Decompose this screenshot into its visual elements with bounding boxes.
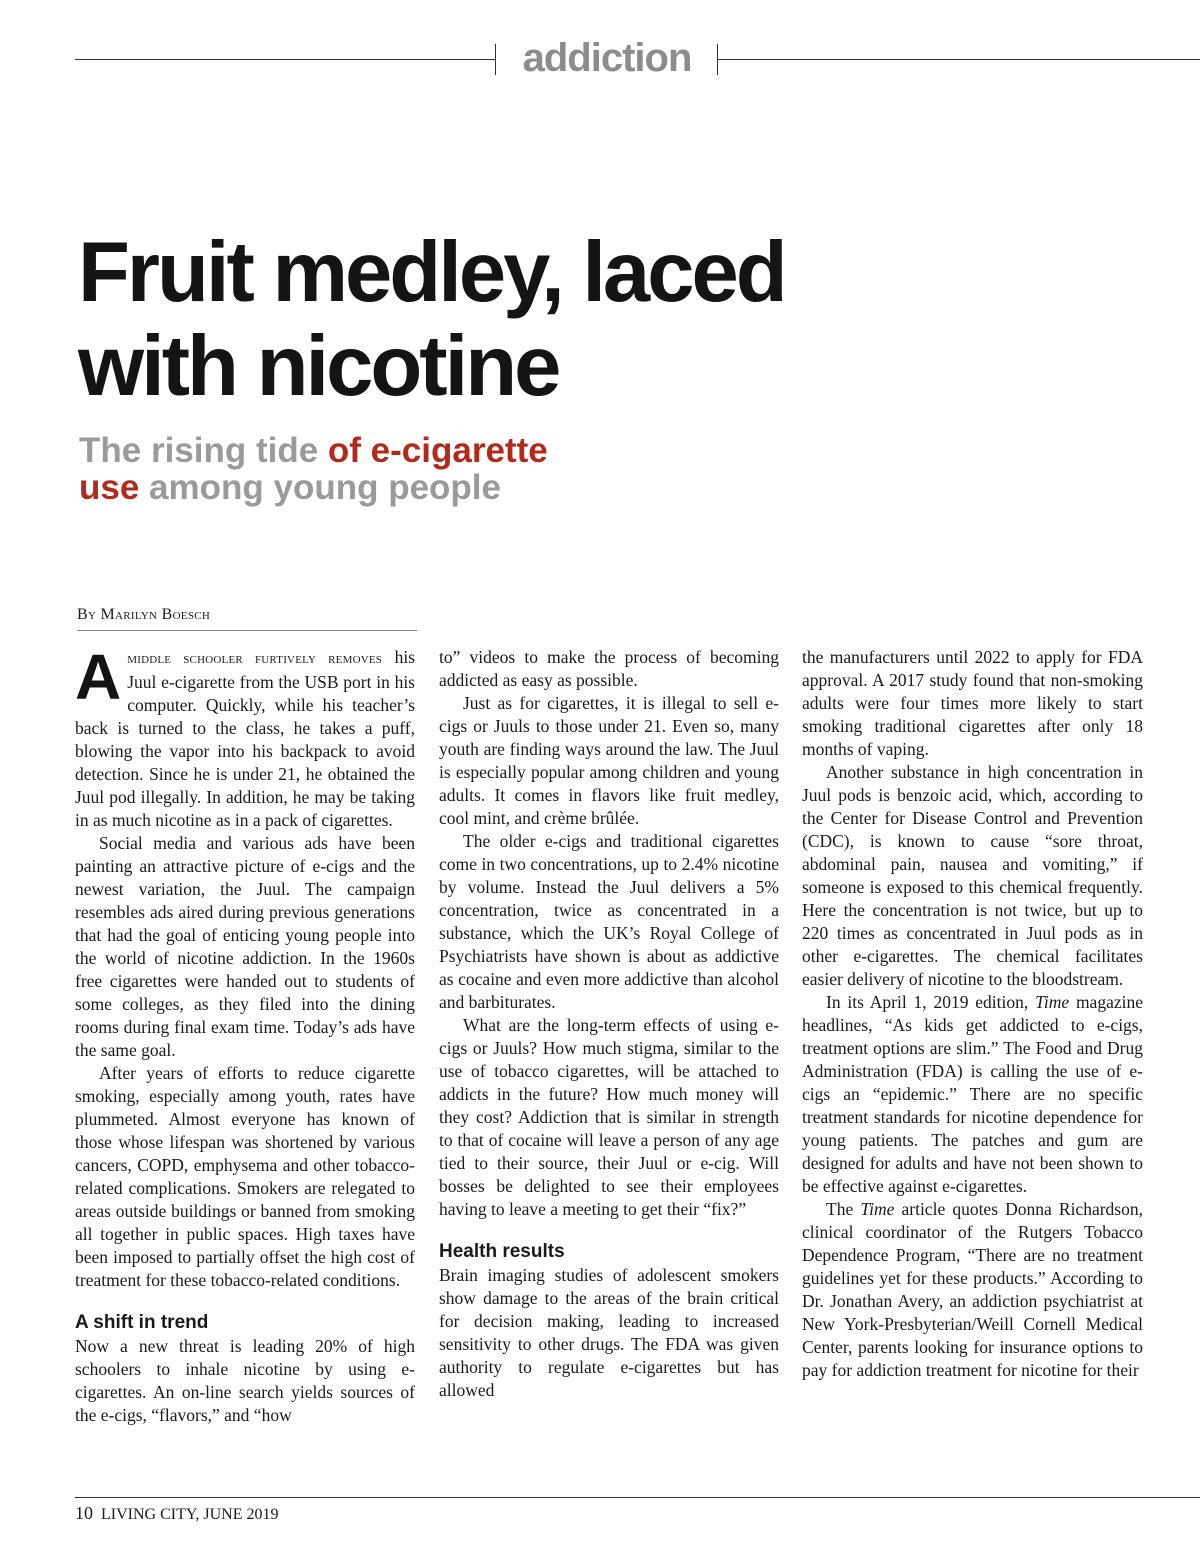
lead-paragraph-text: his Juul e-cigarette from the USB port in his computer. Quickly, while his teacher’s back is turned to the class, he takes a puff, blowing the vapor into his backpack to avoid detection. Since he is under 21, he obtained the Juul pod illegally. In addition, he may be taking in as much nicotine as in a pack of cigarettes. — [75, 647, 415, 830]
headline-line-2: with nicotine — [78, 319, 559, 414]
subhead-part-2: of e-cigarette — [327, 431, 548, 470]
paragraph: Just as for cigarettes, it is illegal to sell e-cigs or Juuls to those under 21. Even so, many youth are finding ways around the law. The Juul is especially popular among children and young adults. It comes in flavors like fruit medley, cool mint, and crème brûlée. — [439, 693, 779, 828]
paragraph: After years of efforts to reduce cigarette smoking, especially among youth, rates have plummeted. Almost everyone has known of those whose lifespan was shortened by various cancers, COPD, emphysema and other tobacco-related complications. Smokers are relegated to areas outside buildings or banned from smoking all together in public spaces. High taxes have been imposed to partially offset the high cost of treatment for these tobacco-related conditions. — [75, 1063, 415, 1290]
section-heading-health-results: Health results — [439, 1241, 565, 1262]
paragraph-text: article quotes Donna Richardson, clinical coordinator of the Rutgers Tobacco Dependence Program, “There are no treatment guidelines yet for these products.” According to Dr. Jonathan Avery, an addiction psychiatrist at New York-Presbyterian/Weill Cornell Medical Center, parents looking for insurance options to pay for addiction treatment for nicotine for their — [802, 1199, 1143, 1380]
page-footer — [75, 1503, 278, 1524]
headline-line-1: Fruit medley, laced — [78, 225, 785, 320]
article-column-1 — [75, 641, 415, 1427]
paragraph: Social media and various ads have been painting an attractive picture of e-cigs and the newest variation, the Juul. The campaign resembles ads aired during previous generations that had the goal of enticing young people into the world of nicotine addiction. In the 1960s free cigarettes were handed out to students of some colleges, as they filed into the dining rooms during final exam time. Today’s ads have the same goal. — [75, 833, 415, 1060]
drop-cap: A — [75, 641, 122, 713]
paragraph: Brain imaging studies of adolescent smokers show damage to the areas of the brain critical for decision making, leading to increased sensitivity to other drugs. The FDA was given authority to regulate e-cigarettes but has allowed — [439, 1265, 779, 1400]
lead-in-caps: middle schooler furtively removes — [127, 651, 383, 667]
paragraph: Now a new threat is leading 20% of high schoolers to inhale nicotine by using e-cigarettes. An on-line search yields sources of the e-cigs, “flavors,” and “how — [75, 1336, 415, 1425]
headline — [78, 226, 1128, 414]
lead-paragraph — [75, 641, 415, 832]
subhead-part-3: use — [79, 468, 140, 507]
publication-info: LIVING CITY, JUNE 2019 — [101, 1506, 279, 1523]
byline: By Marilyn Boesch — [77, 606, 417, 631]
paragraph-text: magazine headlines, “As kids get addicted to e-cigs, treatment options are slim.” The Food and Drug Administration (FDA) is calling the use of e-cigs an “epidemic.” There are no specific treatment standards for nicotine dependence for young patients. The patches and gum are designed for adults and have not been shown to be effective against e-cigarettes. — [802, 992, 1143, 1196]
paragraph: the manufacturers until 2022 to apply for FDA approval. A 2017 study found that non-smoking adults were four times more likely to start smoking traditional cigarettes after only 18 months of vaping. — [802, 647, 1143, 759]
paragraph: The older e-cigs and traditional cigarettes come in two concentrations, up to 2.4% nicotine by volume. Instead the Juul delivers a 5% concentration, twice as concentrated in a substance, which the UK’s Royal College of Psychiatrists have shown is about as addictive as cocaine and even more addictive than alcohol and barbiturates. — [439, 831, 779, 1012]
paragraph: What are the long-term effects of using e-cigs or Juuls? How much stigma, similar to the use of tobacco cigarettes, will be attached to addicts in the future? How much money will they cost? Addiction that is similar in strength to that of cocaine will leave a person of any age tied to their source, their Juul or e-cig. Will bosses be delighted to see their employees having to leave a meeting to get their “fix?” — [439, 1015, 779, 1219]
header-rule-left — [75, 59, 495, 60]
section-label: addiction — [522, 36, 692, 80]
header-rule-right — [718, 59, 1200, 60]
paragraph — [802, 991, 1143, 1198]
subheadline — [79, 432, 699, 506]
page-number: 10 — [75, 1503, 93, 1523]
article-column-2 — [439, 646, 779, 1402]
magazine-title: Time — [1035, 992, 1070, 1012]
magazine-title: Time — [860, 1199, 895, 1219]
paragraph-text: The — [826, 1199, 861, 1219]
section-heading-shift-in-trend: A shift in trend — [75, 1312, 209, 1333]
paragraph-text: In its April 1, 2019 edition, — [826, 992, 1036, 1012]
paragraph: to” videos to make the process of becoming addicted as easy as possible. — [439, 647, 779, 690]
paragraph — [802, 1198, 1143, 1382]
subhead-part-1: The rising tide — [79, 431, 328, 470]
footer-rule — [75, 1497, 1200, 1498]
article-column-3 — [802, 646, 1143, 1382]
paragraph: Another substance in high concentration in Juul pods is benzoic acid, which, according to the Center for Disease Control and Prevention (CDC), is known to cause “sore throat, abdominal pain, nausea and vomiting,” if someone is exposed to this chemical frequently. Here the concentration is not twice, but up to 220 times as concentrated in Juul pods as in other e-cigarettes. The chemical facilitates easier delivery of nicotine to the bloodstream. — [802, 762, 1143, 989]
subhead-part-4: among young people — [139, 468, 501, 507]
